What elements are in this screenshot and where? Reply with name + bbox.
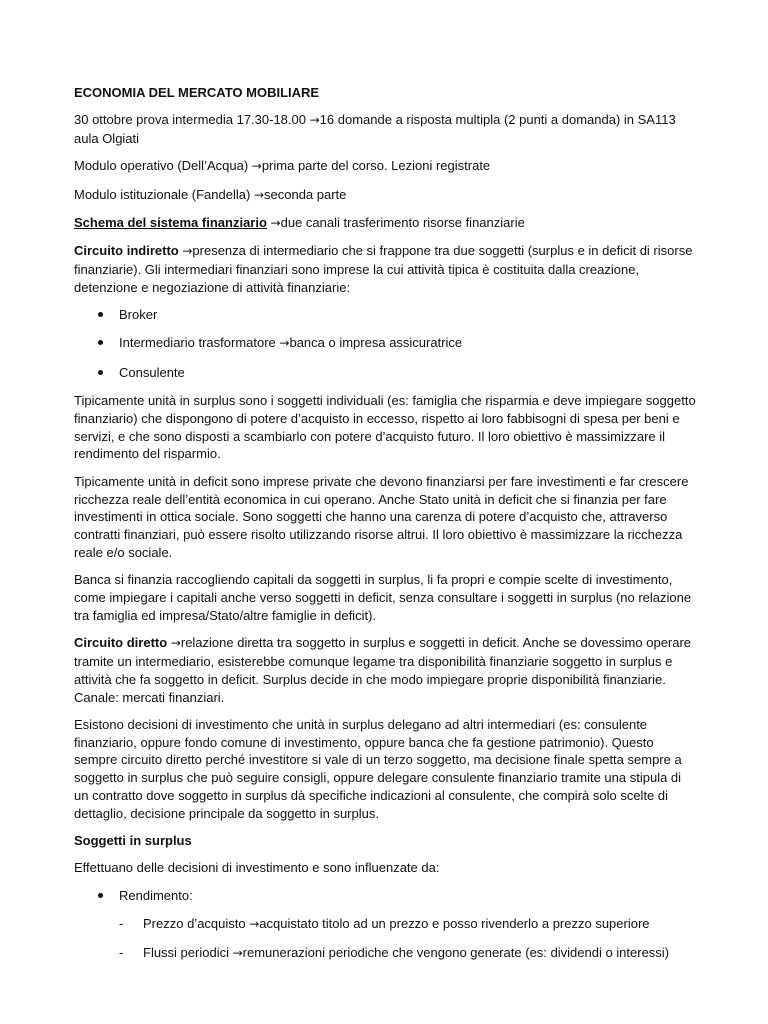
surplus-paragraph: Tipicamente unità in surplus sono i soggetti individuali (es: famiglia che risparmia e deve impiegare soggetto finanziario) che dispongono di potere d’acquisto in eccesso, rispetto ai loro fabbisogni di spesa per beni e servizi, e che sono disposti a scambiarlo con potere d’acquisto futuro. Il loro obiettivo è massimizzare il rendimento del risparmio.: [74, 393, 696, 462]
sublist-item-detail: acquistato titolo ad un prezzo e posso rivenderlo a prezzo superiore: [259, 915, 650, 931]
schema-heading: Schema del sistema finanziario: [74, 214, 267, 230]
module-operativo: [74, 157, 696, 176]
circuito-indiretto-text: presenza di intermediario che si frappone tra due soggetti (surplus e in deficit di risorse finanziarie). Gli intermediari finanziari sono imprese la cui attività tipica è costituita dalla creazione, detenzione e negoziazione di attività finanziarie:: [74, 243, 693, 295]
document-page: [74, 84, 696, 974]
sublist-item-label: Flussi periodici: [143, 945, 233, 961]
list-item-label: Rendimento:: [119, 887, 193, 903]
module-istituzionale-label: Modulo istituzionale (Fandella): [74, 186, 254, 202]
list-item: [74, 334, 696, 353]
list-item: [74, 306, 696, 324]
sublist-item: [74, 915, 696, 934]
influenze-paragraph: Effettuano delle decisioni di investimento e sono influenzate da:: [74, 860, 440, 876]
document-title: ECONOMIA DEL MERCATO MOBILIARE: [74, 85, 320, 100]
exam-note-detail: 16 domande a risposta multipla (2 punti a domanda) in SA113 aula Olgiati: [74, 112, 676, 147]
list-item-label: Broker: [119, 307, 158, 323]
arrow-icon: →: [309, 113, 320, 128]
exam-note: [74, 111, 696, 148]
list-item: [74, 887, 696, 905]
arrow-icon: →: [253, 187, 264, 202]
arrow-icon: →: [270, 215, 281, 230]
arrow-icon: →: [251, 159, 262, 174]
arrow-icon: →: [182, 244, 193, 259]
deleghe-paragraph: Esistono decisioni di investimento che unità in surplus delegano ad altri intermediari (es: consulente finanziario, oppure fondo comune di investimento, oppure banca che fa gestione patrimonio). Questo sempre circuito diretto perché investitore si vale di un terzo soggetto, ma decisione finale spetta sempre a soggetto in surplus che può seguire consigli, oppure delegare consulente finanziario tramite una stipula di un contratto dove soggetto in surplus dà specifiche indicazioni al consulente, che compirà solo scelte di dettaglio, decisione principale da soggetto in surplus.: [74, 716, 682, 821]
sublist-item-label: Prezzo d’acquisto: [143, 915, 250, 931]
arrow-icon: →: [232, 946, 243, 961]
circuito-diretto-paragraph: [74, 634, 696, 706]
deficit-paragraph: Tipicamente unità in deficit sono imprese private che devono finanziarsi per fare investimenti e far crescere ricchezza reale dell’entità economica in cui operano. Anche Stato unità in deficit che si finanzia per fare investimenti in ottica sociale. Sono soggetti che hanno una carenza di potere d’acquisto che, attraverso contratti finanziari, può essere risolto utilizzando risorse altrui. Il loro obiettivo è massimizzare la ricchezza reale e/o sociale.: [74, 473, 689, 560]
schema-paragraph: [74, 214, 696, 233]
list-item-detail: banca o impresa assicuratrice: [289, 335, 463, 351]
circuito-diretto-heading: Circuito diretto: [74, 635, 168, 651]
module-istituzionale-detail: seconda parte: [264, 186, 347, 202]
list-item-label: Intermediario trasformatore: [119, 335, 280, 351]
exam-note-date: 30 ottobre prova intermedia 17.30-18.00: [74, 112, 310, 128]
list-item-label: Consulente: [119, 364, 185, 380]
schema-text: due canali trasferimento risorse finanziarie: [280, 214, 525, 230]
rendimento-sublist: [74, 915, 696, 963]
soggetti-surplus-heading: Soggetti in surplus: [74, 833, 192, 849]
list-item: [74, 364, 696, 382]
circuito-diretto-text: relazione diretta tra soggetto in surplus e soggetti in deficit. Anche se dovessimo operare tramite un intermediario, esisterebbe comunque legame tra disponibilità finanziarie soggetto in surplus e attività che fa soggetto in deficit. Surplus decide in che modo impiegare proprie disponibilità finanziarie. Canale: mercati finanziari.: [74, 635, 692, 705]
arrow-icon: →: [170, 636, 181, 651]
banca-paragraph: Banca si finanzia raccogliendo capitali da soggetti in surplus, li fa propri e compie scelte di investimento, come impiegare i capitali anche verso soggetti in deficit, senza consultare i soggetti in surplus (no relazione tra famiglia ed impresa/Stato/altre famiglie in deficit).: [74, 572, 692, 623]
module-operativo-detail: prima parte del corso. Lezioni registrate: [261, 158, 491, 174]
circuito-indiretto-heading: Circuito indiretto: [74, 243, 179, 259]
circuito-indiretto-paragraph: [74, 242, 696, 296]
module-operativo-label: Modulo operativo (Dell’Acqua): [74, 158, 252, 174]
arrow-icon: →: [279, 336, 290, 351]
sublist-item-detail: remunerazioni periodiche che vengono generate (es: dividendi o interessi): [242, 945, 670, 961]
arrow-icon: →: [249, 916, 260, 931]
module-istituzionale: [74, 186, 696, 205]
sublist-item: [74, 944, 696, 963]
influenze-list: [74, 887, 696, 905]
intermediari-list: [74, 306, 696, 381]
